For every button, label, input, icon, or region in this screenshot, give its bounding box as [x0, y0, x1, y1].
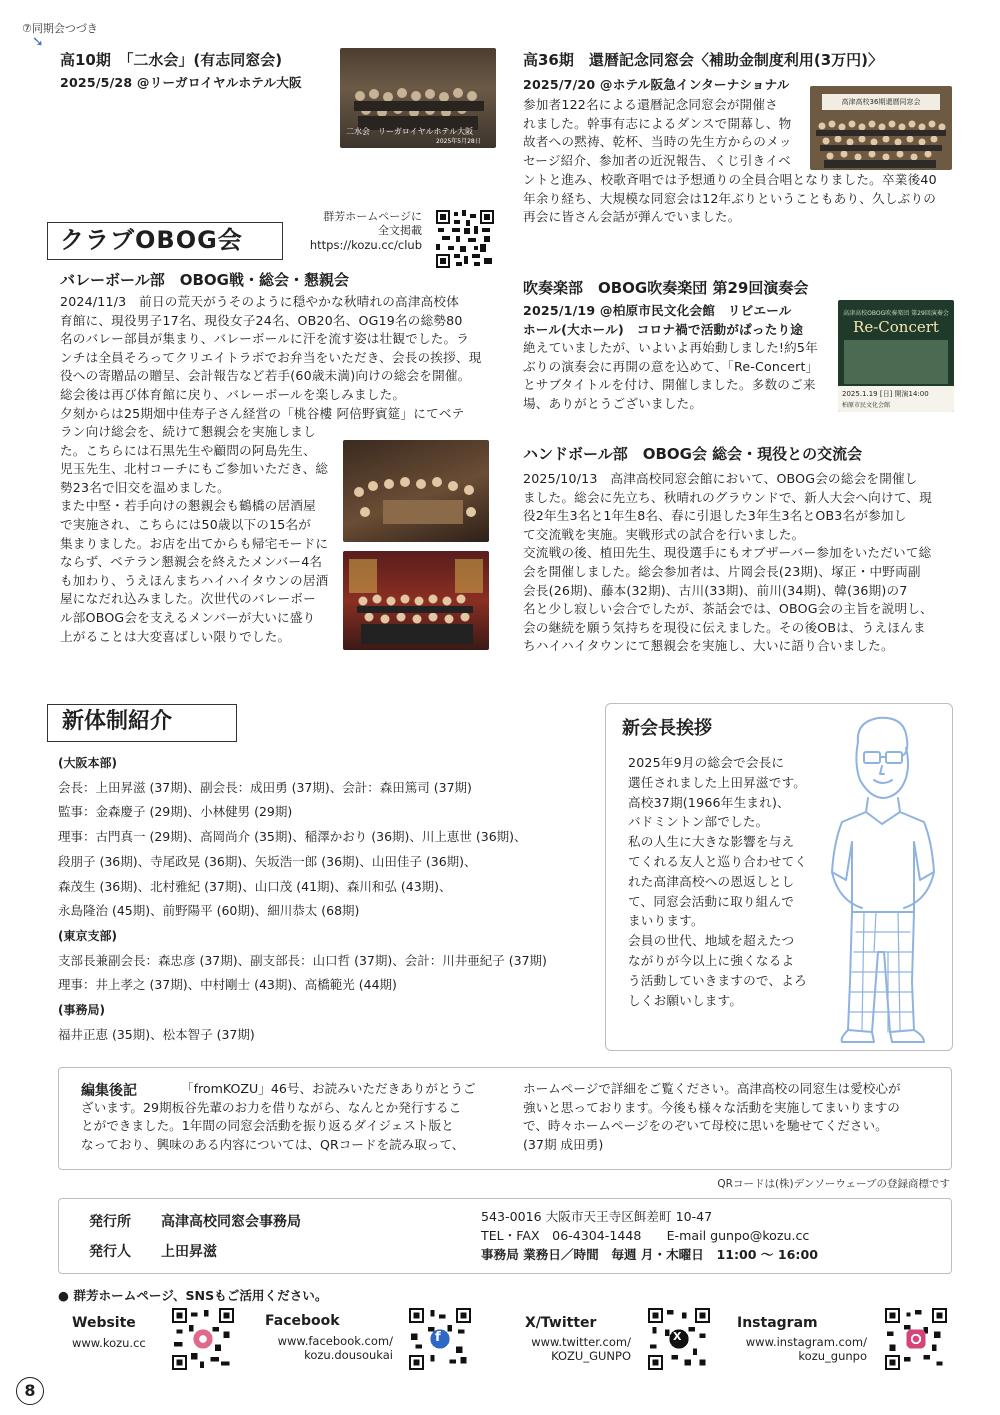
- poster-place: 柏原市民文化会館: [842, 402, 891, 409]
- website-qr-code[interactable]: [172, 1308, 234, 1370]
- greeting-heading: 新会長挨拶: [622, 718, 712, 739]
- issuer-label: 発行人: [89, 1244, 131, 1260]
- section-title-handball: ハンドボール部 OBOG会 総会・現役との交流会: [523, 445, 863, 463]
- club-qr-code[interactable]: [436, 210, 494, 268]
- new-system-heading-box: [47, 704, 237, 742]
- volleyball-text-full: 2024/11/3 前日の荒天がうそのように穏やかな秋晴れの高津高校体 育館に、現役男子17名、現役女子24名、OB20名、OG19名の総勢80 名のバレー部員が集まり、バレーボールに汗を流す姿は壮観でした。ラ ンチは全員そろってクリエイトラボでお弁当をいただき、会長の挨拶、現 役への寄贈品の贈呈、会計報告など若手(60歳未満)向けの総会を開催。 総会後は再び体育館に戻り、バレーボールを楽しみました。 夕刻からは25期畑中佳寿子さん経営の「桃谷樓 阿倍野賓筵」にてベテ: [60, 294, 482, 421]
- event-date-kou36: 2025/7/20 @ホテル阪急インターナショナル: [523, 77, 790, 92]
- publisher-contact: 543-0016 大阪市天王寺区餌差町 10-47 TEL・FAX 06-4304-1448 E-mail gunpo@kozu.cc 事務局 業務日／時間 毎週 月・木曜日 11:00 ～ 16:00: [481, 1209, 818, 1262]
- sns-twitter-name: X/Twitter: [525, 1315, 597, 1331]
- publisher-value: 高津高校同窓会事務局: [161, 1214, 301, 1230]
- club-hp-note: 群芳ホームページに 全文掲載 https://kozu.cc/club: [309, 210, 422, 252]
- facebook-qr-code[interactable]: [409, 1308, 471, 1370]
- continuation-label: ⑦同期会つづき: [22, 22, 98, 35]
- greeting-box: [605, 703, 953, 1051]
- section-title-kou36: 高36期 還暦記念同窓会〈補助金制度利用(3万円)〉: [523, 51, 884, 69]
- sns-facebook-url[interactable]: www.facebook.com/ kozu.dousoukai: [277, 1334, 393, 1362]
- handball-text: 2025/10/13 高津高校同窓会館において、OBOG会の総会を開催し ました。総会に先立ち、秋晴れのグラウンドで、新人大会へ向けて、現 役2年生3名と1年生8名、春に引退した3年生3名とOB3名が参加し て交流戦を実施。実戦形式の試合を行いました。 交流戦の後、植田先生、現役選手にもオブザーバー参加をいただいて総 会を開催しました。総会参加者は、片岡会長(23期)、塚正・中野両副 会長(26期)、藤本(32期)、古川(33期)、前川(34期)、韓(36期)の7 名と少し寂しい会合でしたが、茶話会では、OBOG会の主旨を説明し、 会の継続を願う気持ちを現役に伝えました。その後OBは、うえほんま ちハイハイタウンにて懇親会を実施し、大いに語り合いました。: [523, 471, 933, 654]
- new-system-list: (大阪本部) 会長：上田昇滋 (37期)、副会長：成田勇 (37期)、会計：森田篤司 (37期) 監事：金森慶子 (29期)、小林健男 (29期) 理事：古門真一 (29期)、高岡尚介 (35期)、稲澤かおり (36期)、川上恵世 (36期)、 段朋子 (36期)、寺尾政晃 (36期)、矢坂浩一郎 (36期)、山田佳子 (36期)、 森茂生 (36期)、北村雅紀 (37期)、山口茂 (41期)、森川和弘 (43期)、 永島隆治 (45期)、前野陽平 (60期)、細川恭太 (68期) (東京支部) 支部長兼副会長：森忠彦 (37期)、副支部長：山口哲 (37期)、会計：川井亜紀子 (37期) 理事：井上孝之 (37期)、中村剛士 (43期)、高橋範光 (44期) (事務局) 福井正恵 (35期)、松本智子 (37期): [58, 756, 547, 1042]
- arrow-icon: ➘: [32, 34, 44, 50]
- kou36-text-narrow: 参加者122名による還暦記念同窓会が開催さ れました。幹事有志によるダンスで開幕し、物 故者への黙祷、乾杯、当時の先生方からのメッ セージ紹介、参加者の近況報告、くじ引きイベ: [523, 97, 792, 168]
- sns-instagram-name: Instagram: [737, 1315, 818, 1331]
- brass-text: 2025/1/19 @柏原市民文化会館 リビエール ホール(大ホール) コロナ禍で活動がぱったり途 絶えていましたが、いよいよ再始動しました!約5年 ぶりの演奏会に再開の意を込めて、「Re-Concert」 とサブタイトルを付け、開催しました。多数のご来 場、ありがとうございました。: [523, 303, 819, 411]
- group-photo-kou36: [810, 86, 952, 170]
- new-system-heading: 新体制紹介: [62, 709, 173, 734]
- young-party-photo: [343, 551, 489, 650]
- veteran-party-photo: [343, 440, 489, 542]
- x-icon: X: [673, 1330, 682, 1343]
- editor-note-heading: 編集後記: [81, 1083, 137, 1099]
- section-title-kou10: 高10期 「二水会」(有志同窓会): [60, 51, 283, 69]
- facebook-icon: f: [435, 1330, 441, 1345]
- poster-title: Re-Concert: [853, 318, 939, 336]
- issuer-value: 上田昇滋: [161, 1244, 217, 1260]
- sns-instagram-url[interactable]: www.instagram.com/ kozu_gunpo: [745, 1335, 867, 1363]
- sns-facebook-name: Facebook: [265, 1313, 340, 1329]
- page-number: 8: [16, 1377, 44, 1405]
- poster-head: 高津高校OBOG吹奏楽団 第29回演奏会: [843, 310, 949, 317]
- sns-website-name: Website: [72, 1315, 136, 1331]
- editor-note-left: 「fromKOZU」46号、お読みいただきありがとうご ざいます。29期板谷先輩のお力を借りながら、なんとか発行するこ とができました。1年間の同窓会活動を振り返るダイジェスト版と なっており、興味のある内容については、QRコードを読み取って、: [81, 1081, 476, 1152]
- banner-text: 高津高校36期還暦同窓会: [822, 94, 940, 110]
- instagram-qr-code[interactable]: [885, 1308, 947, 1370]
- publisher-box: [58, 1198, 952, 1274]
- sns-twitter-url[interactable]: www.twitter.com/ KOZU_GUNPO: [531, 1335, 631, 1363]
- photo-date: 2025年5月28日: [436, 138, 481, 145]
- photo-caption: 二水会 リーガロイヤルホテル大阪: [346, 127, 474, 136]
- twitter-qr-code[interactable]: [648, 1308, 710, 1370]
- volleyball-text-narrow: ラン向け総会を、続けて懇親会を実施しまし た。こちらには石黒先生や顧問の阿島先生、 児玉先生、北村コーチにもご参加いただき、総 勢23名で旧交を温めました。 また中堅・若手向けの懇親会も鶴橋の居酒屋 で実施され、こちらには50歳以下の15名が 集まりました。お店を出てからも帰宅モードに ならず、ベテラン懇親会を終えたメンバー4名 も加わり、うえほんまちハイハイタウンの居酒 屋になだれ込みました。次世代のバレーボー ル部OBOG会を支えるメンバーが大いに盛り 上がることは大変喜ばしい限りでした。: [60, 424, 329, 644]
- group-photo-nisuikai: [340, 48, 496, 148]
- event-date-kou10: 2025/5/28 @リーガロイヤルホテル大阪: [60, 75, 302, 90]
- kou36-text-full: ントと進み、校歌斉唱では予想通りの全員合唱となりました。卒業後40 年余り経ち、大規模な同窓会は12年ぶりということもあり、久しぶりの 再会に皆さん会話が弾んでいました。: [523, 172, 937, 225]
- club-obog-heading: クラブOBOG会: [60, 226, 243, 254]
- sns-website-url[interactable]: www.kozu.cc: [72, 1336, 146, 1350]
- poster-band-image: [844, 340, 948, 384]
- qr-trademark-note: QRコードは(株)デンソーウェーブの登録商標です: [717, 1178, 950, 1190]
- president-illustration: [812, 712, 952, 1048]
- greeting-text: 2025年9月の総会で会長に 選任されました上田昇滋です。 高校37期(1966年生まれ)、 バドミントン部でした。 私の人生に大きな影響を与え てくれる友人と巡り合わせてく れた高津高校への恩返しとし て、同窓会活動に取り組んで まいります。 会員の世代、地域を超えたつ ながりが今以上に強くなるよ う活動していきますので、よろ しくお願いします。: [628, 755, 808, 1008]
- concert-poster: [838, 300, 954, 412]
- editor-note-right: ホームページで詳細をご覧ください。高津高校の同窓生は愛校心が 強いと思っております。今後も様々な活動を実施してまいりますの で、時々ホームページをのぞいて母校に思いを馳せてください。 (37期 成田勇): [523, 1081, 901, 1152]
- publisher-label: 発行所: [89, 1214, 131, 1230]
- section-title-brass: 吹奏楽部 OBOG吹奏楽団 第29回演奏会: [523, 279, 809, 297]
- poster-date: 2025.1.19 [日] 開演14:00: [842, 390, 929, 398]
- sns-note: ● 群芳ホームページ、SNSもご活用ください。: [58, 1288, 328, 1303]
- editor-note-box: [58, 1067, 952, 1170]
- section-title-volleyball: バレーボール部 OBOG戦・総会・懇親会: [60, 271, 349, 289]
- club-obog-heading-box: [47, 222, 283, 260]
